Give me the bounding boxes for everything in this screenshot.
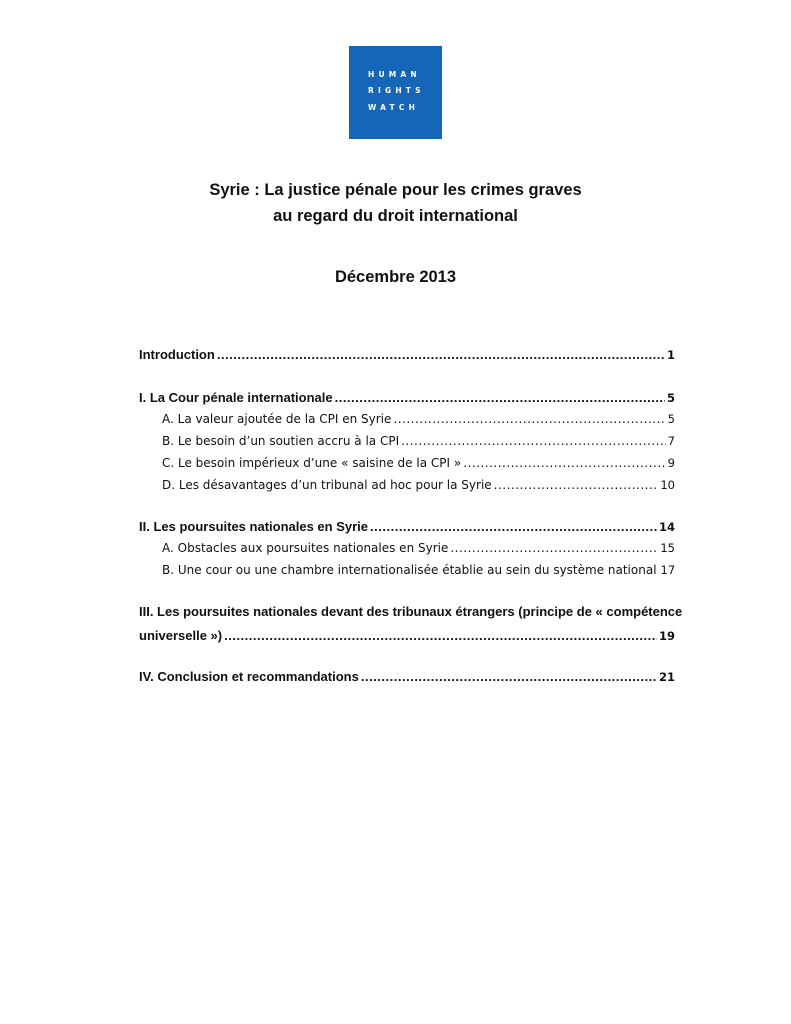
toc-entry-label: I. La Cour pénale internationale xyxy=(139,390,333,405)
document-title-line-2: au regard du droit international xyxy=(273,207,518,225)
toc-dot-leader xyxy=(401,434,666,448)
toc-entry-label: C. Le besoin impérieux d’une « saisine de la CPI » xyxy=(162,456,462,470)
toc-dot-leader xyxy=(335,390,665,405)
toc-entry-section-3[interactable] xyxy=(139,628,675,643)
toc-page-number: 15 xyxy=(660,541,675,555)
document-title-line-1: Syrie : La justice pénale pour les crimes graves xyxy=(209,181,582,199)
toc-subentry-1c[interactable] xyxy=(162,456,675,470)
toc-page-number: 9 xyxy=(667,456,675,470)
toc-page-number: 19 xyxy=(658,629,675,643)
toc-dot-leader xyxy=(224,628,657,643)
toc-dot-leader xyxy=(450,541,658,555)
toc-dot-leader xyxy=(370,519,657,534)
logo-line-human: HUMAN xyxy=(368,70,421,79)
toc-page-number: 14 xyxy=(658,520,675,534)
toc-dot-leader xyxy=(463,456,665,470)
logo-line-watch: WATCH xyxy=(368,103,420,112)
toc-page-number: 10 xyxy=(660,478,675,492)
toc-entry-label: B. Une cour ou une chambre internationalisée établie au sein du système national xyxy=(162,563,657,577)
logo-line-rights: RIGHTS xyxy=(368,86,425,95)
toc-entry-label: Introduction xyxy=(139,347,215,362)
toc-page-number: 5 xyxy=(666,391,675,405)
toc-entry-label: B. Le besoin d’un soutien accru à la CPI xyxy=(162,434,400,448)
toc-page-number: 1 xyxy=(666,348,675,362)
toc-page-number: 17 xyxy=(660,563,675,577)
toc-entry-introduction[interactable] xyxy=(139,347,675,362)
toc-dot-leader xyxy=(393,412,665,426)
toc-entry-label: A. Obstacles aux poursuites nationales en Syrie xyxy=(162,541,449,555)
document-date: Décembre 2013 xyxy=(334,268,457,286)
toc-page-number: 7 xyxy=(667,434,675,448)
toc-entry-section-3-line-1[interactable]: III. Les poursuites nationales devant des tribunaux étrangers (principe de « compétence xyxy=(139,604,683,619)
toc-entry-section-1[interactable] xyxy=(139,390,675,405)
toc-entry-label: A. La valeur ajoutée de la CPI en Syrie xyxy=(162,412,392,426)
toc-dot-leader xyxy=(217,347,665,362)
toc-entry-label: universelle ») xyxy=(139,628,223,643)
toc-entry-label: D. Les désavantages d’un tribunal ad hoc pour la Syrie xyxy=(162,478,492,492)
toc-page-number: 21 xyxy=(658,670,675,684)
toc-dot-leader xyxy=(494,478,659,492)
toc-entry-section-2[interactable] xyxy=(139,519,675,534)
toc-page-number: 5 xyxy=(667,412,675,426)
toc-subentry-1a[interactable] xyxy=(162,412,675,426)
toc-entry-label: IV. Conclusion et recommandations xyxy=(139,669,359,684)
toc-subentry-1d[interactable] xyxy=(162,478,675,492)
toc-subentry-2b[interactable] xyxy=(162,563,675,577)
human-rights-watch-logo xyxy=(349,46,442,139)
toc-entry-label: II. Les poursuites nationales en Syrie xyxy=(139,519,369,534)
toc-subentry-1b[interactable] xyxy=(162,434,675,448)
toc-subentry-2a[interactable] xyxy=(162,541,675,555)
toc-dot-leader xyxy=(361,669,657,684)
toc-entry-section-4[interactable] xyxy=(139,669,675,684)
